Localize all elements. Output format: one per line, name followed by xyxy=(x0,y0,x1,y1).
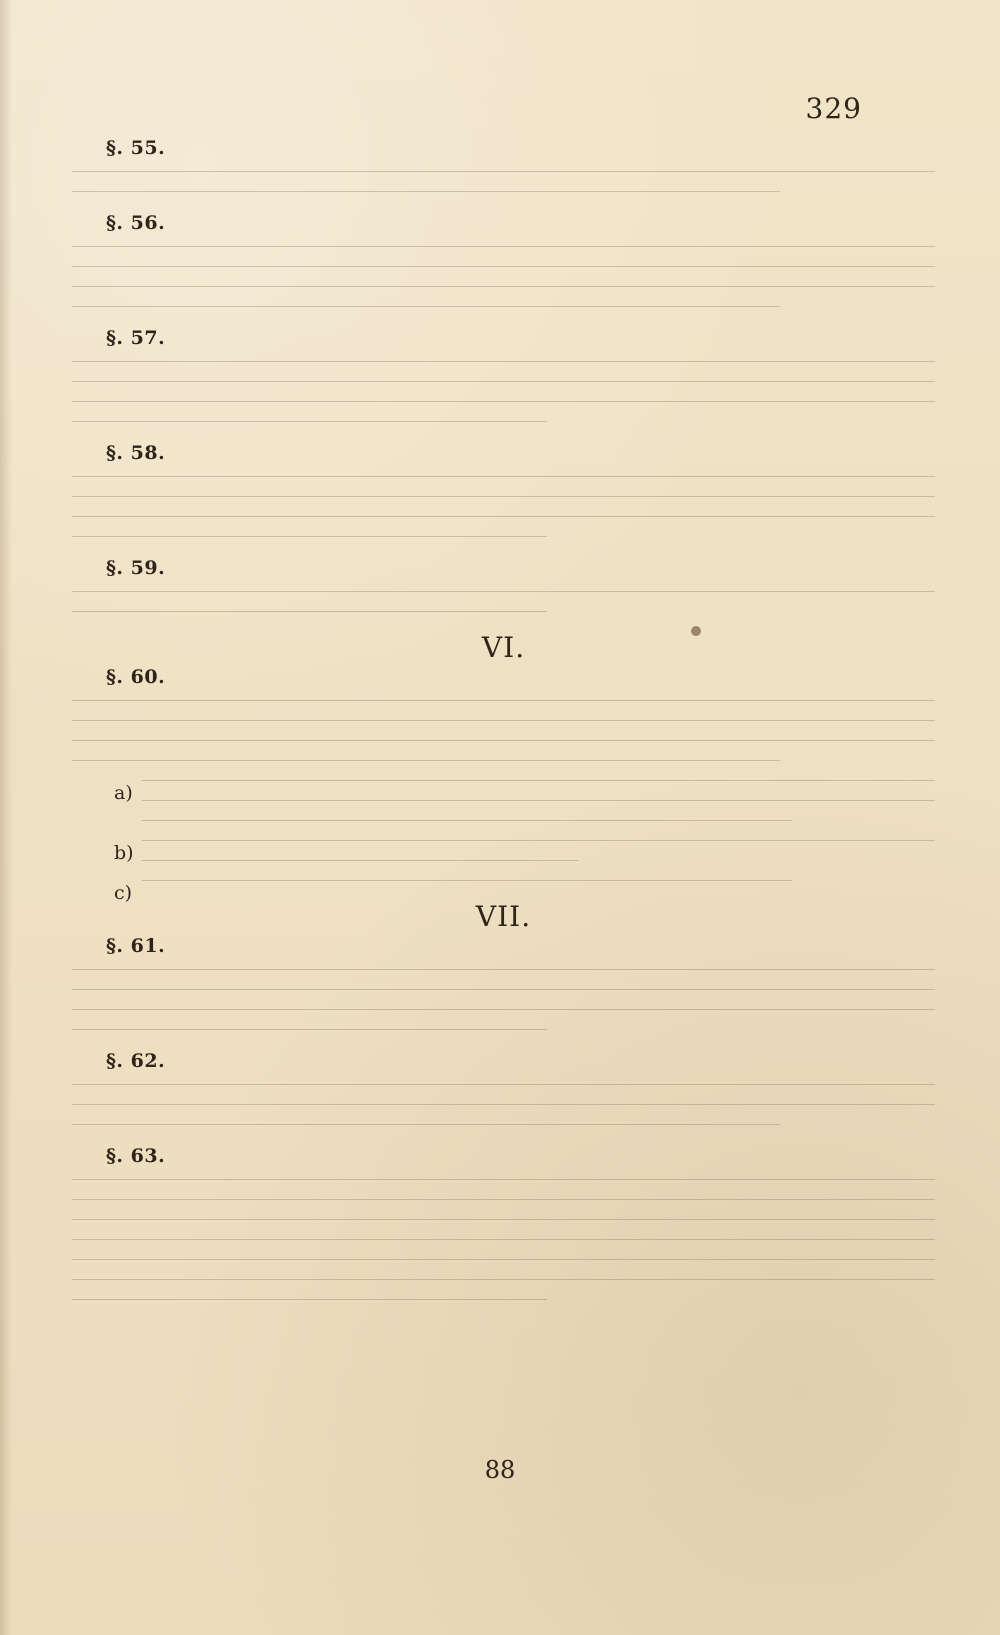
ink-dot xyxy=(691,626,701,636)
paragraph-59 xyxy=(72,555,935,622)
paragraph-number: §. 57. xyxy=(106,327,166,349)
list-item-b xyxy=(114,840,935,871)
paragraph-57 xyxy=(72,325,935,432)
page-shadow xyxy=(0,0,12,1635)
list-label: c) xyxy=(114,882,133,904)
paragraph-number: §. 59. xyxy=(106,557,166,579)
paragraph-number: §. 62. xyxy=(106,1050,166,1072)
section-vi-list xyxy=(114,780,935,904)
paragraph-number: §. 55. xyxy=(106,137,166,159)
document-content xyxy=(72,135,935,1318)
paragraph-number: §. 56. xyxy=(106,212,166,234)
list-item-c xyxy=(114,880,935,904)
paragraph-number: §. 58. xyxy=(106,442,166,464)
paragraph-number: §. 60. xyxy=(106,666,166,688)
paragraph-60 xyxy=(72,664,935,771)
page-number-top: 329 xyxy=(805,92,862,125)
section-vii-number: VII. xyxy=(475,900,532,933)
paragraph-number: §. 61. xyxy=(106,935,166,957)
paragraph-55 xyxy=(72,135,935,202)
paragraph-58 xyxy=(72,440,935,547)
paragraph-63 xyxy=(72,1143,935,1310)
list-label: a) xyxy=(114,782,133,804)
page-number-bottom: 88 xyxy=(484,1456,516,1484)
paragraph-61 xyxy=(72,933,935,1040)
paragraph-62 xyxy=(72,1048,935,1135)
list-item-a xyxy=(114,780,935,831)
paragraph-number: §. 63. xyxy=(106,1145,166,1167)
paragraph-56 xyxy=(72,210,935,317)
section-vi-number: VI. xyxy=(481,631,526,664)
list-label: b) xyxy=(114,842,134,864)
